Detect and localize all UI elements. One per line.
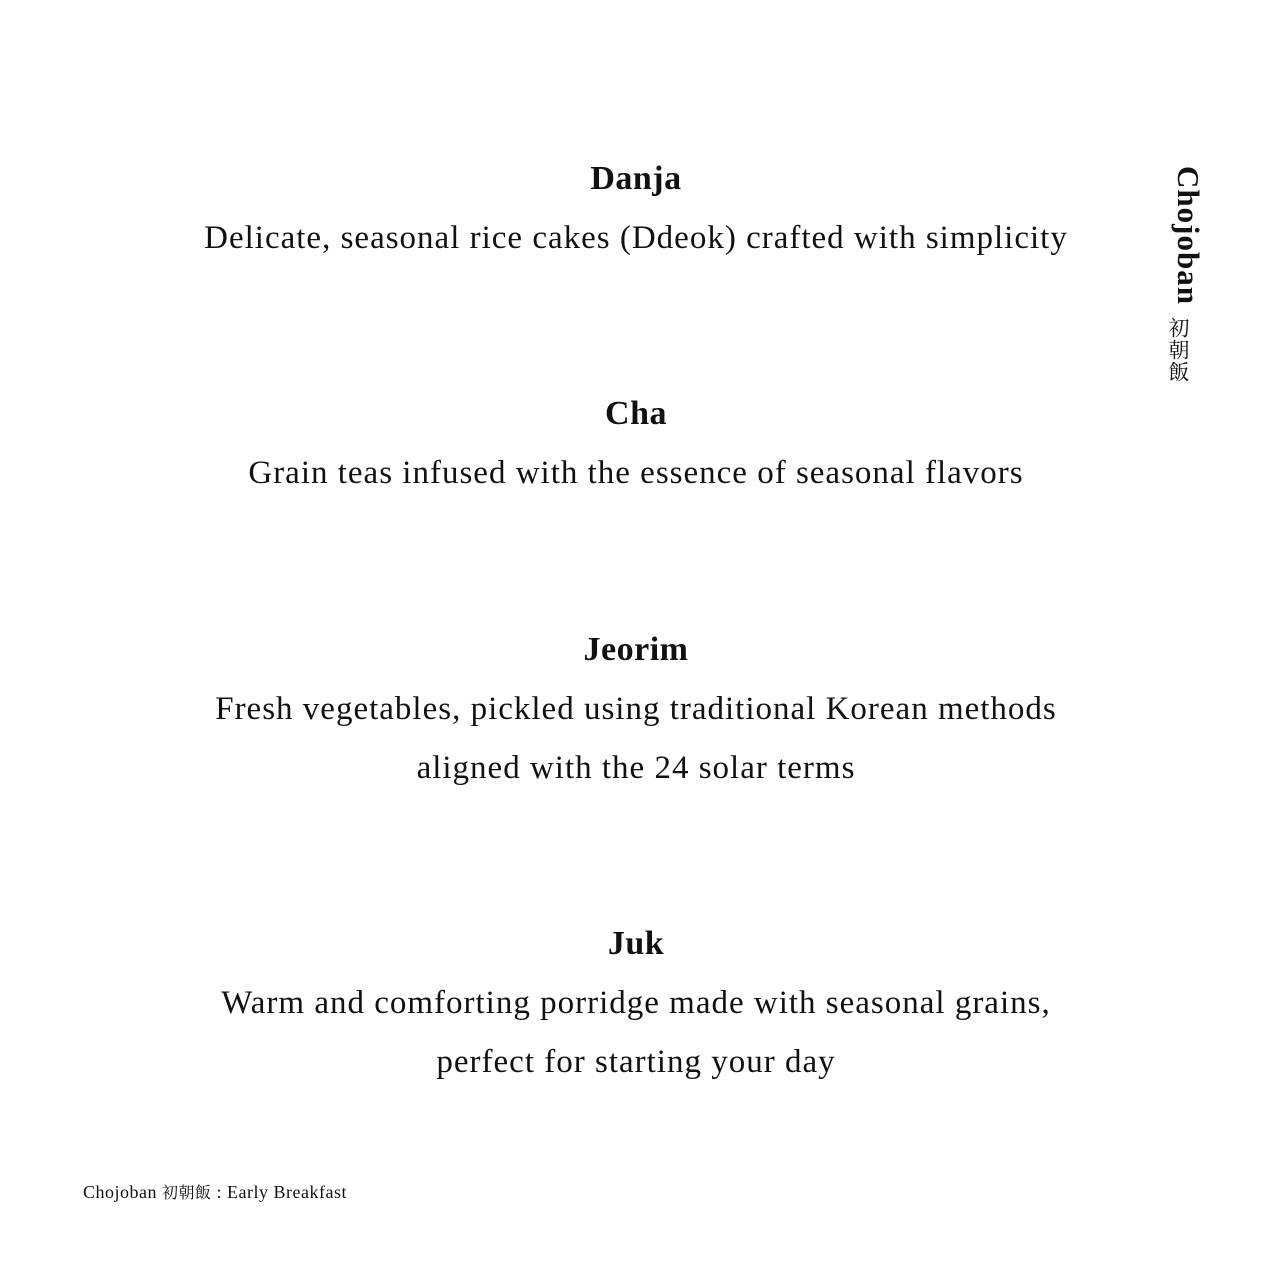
menu-item-description-line: perfect for starting your day xyxy=(436,1044,836,1080)
menu-item-title: Danja xyxy=(590,160,682,197)
footer-brand-name: Chojoban xyxy=(83,1182,157,1202)
menu-item-juk xyxy=(0,924,1272,1092)
menu-item-description-line: Warm and comforting porridge made with seasonal grains, xyxy=(221,985,1051,1021)
menu-item-description-line: Fresh vegetables, pickled using traditional Korean methods xyxy=(215,691,1057,727)
menu-item-description-line: Delicate, seasonal rice cakes (Ddeok) crafted with simplicity xyxy=(204,220,1068,256)
footer-subtitle: Early Breakfast xyxy=(227,1182,347,1202)
footer-separator: : xyxy=(216,1182,223,1202)
vertical-brand-title xyxy=(1166,166,1206,383)
vertical-brand-cjk: 初朝飯 xyxy=(1166,316,1190,383)
menu-item-title: Juk xyxy=(607,925,665,962)
menu-item-description xyxy=(0,974,1272,1092)
menu-item-danja xyxy=(0,159,1272,268)
menu-item-description xyxy=(0,680,1272,798)
footer-brand-cjk: 初朝飯 xyxy=(162,1183,212,1202)
vertical-brand-latin: Chojoban xyxy=(1171,166,1206,305)
menu-item-description-line: aligned with the 24 solar terms xyxy=(416,750,856,786)
menu-item-jeorim xyxy=(0,630,1272,798)
menu-item-title: Cha xyxy=(605,395,667,432)
menu-item-description-line: Grain teas infused with the essence of seasonal flavors xyxy=(248,455,1024,491)
menu-item-title: Jeorim xyxy=(583,631,689,668)
menu-item-description xyxy=(0,209,1272,268)
menu-item-cha xyxy=(0,394,1272,503)
menu-item-description xyxy=(0,444,1272,503)
footer-caption xyxy=(83,1180,347,1205)
